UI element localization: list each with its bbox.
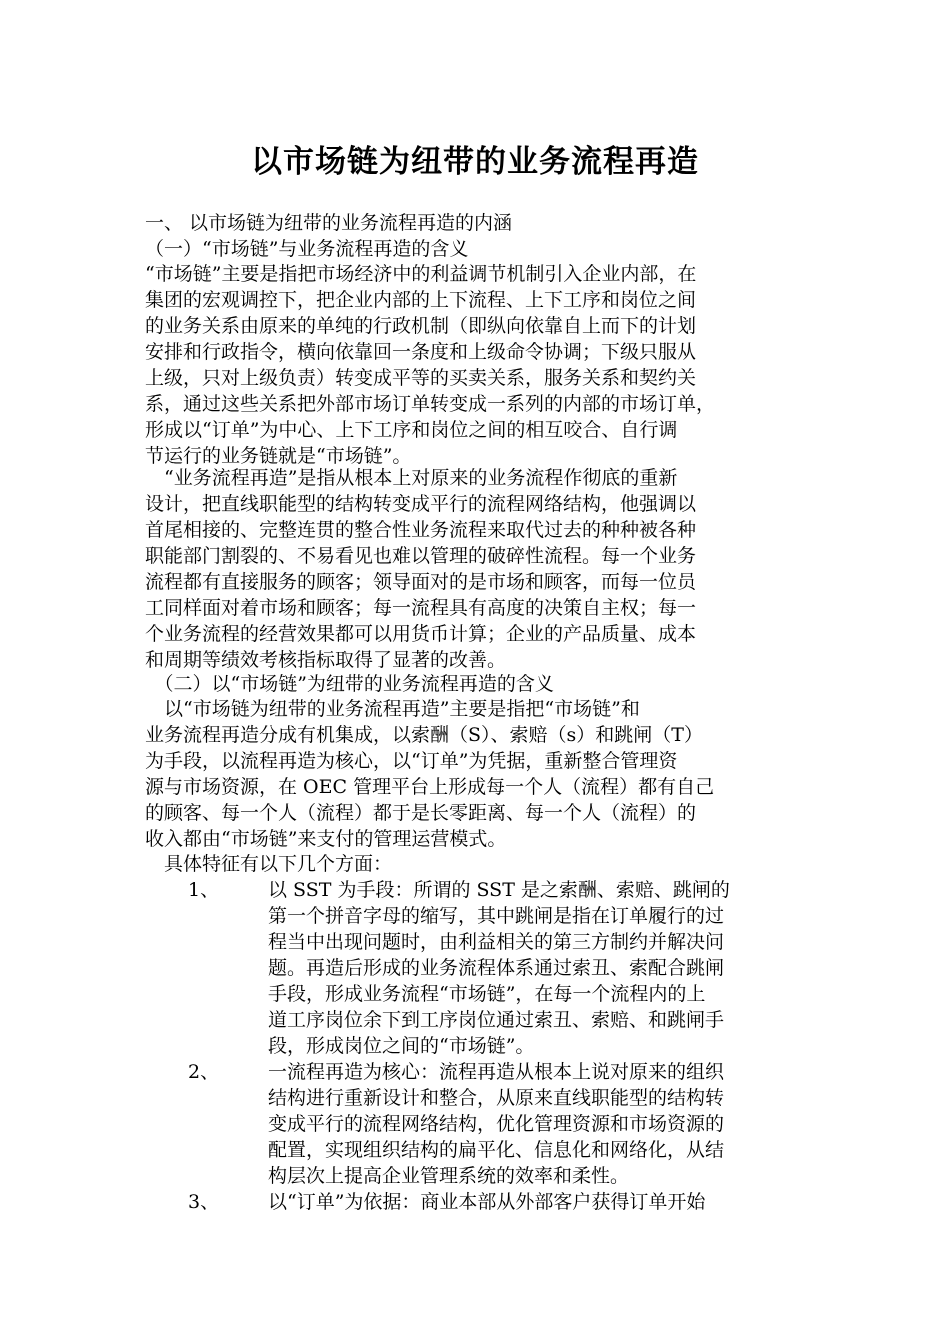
subsection-heading-1: （一）“市场链”与业务流程再造的含义 (145, 238, 469, 260)
list-item-line: 第一个拼音字母的缩写，其中跳闸是指在订单履行的过 (268, 905, 725, 927)
paragraph-line: 节运行的业务链就是“市场链”。 (145, 445, 412, 467)
paragraph-line: 收入都由“市场链”来支付的管理运营模式。 (145, 828, 507, 850)
paragraph-line: 上级，只对上级负责）转变成平等的买卖关系，服务关系和契约关 (145, 367, 697, 389)
list-number: 2、 (188, 1061, 220, 1083)
list-number: 3、 (188, 1191, 220, 1213)
paragraph-line: 职能部门割裂的、不易看见也难以管理的破碎性流程。每一个业务 (145, 545, 697, 567)
paragraph-line: “业务流程再造”是指从根本上对原来的业务流程作彻底的重新 (145, 467, 678, 489)
paragraph-line: 形成以“订单”为中心、上下工序和岗位之间的相互咬合、自行调 (145, 419, 678, 441)
list-item-line: 道工序岗位余下到工序岗位通过索丑、索赔、和跳闸手 (268, 1009, 725, 1031)
list-item-line: 结构进行重新设计和整合，从原来直线职能型的结构转 (268, 1087, 725, 1109)
paragraph-line: “市场链”主要是指把市场经济中的利益调节机制引入企业内部，在 (145, 263, 697, 285)
paragraph-line: 安排和行政指令，横向依靠回一条度和上级命令协调；下级只服从 (145, 341, 697, 363)
list-item-line: 变成平行的流程网络结构，优化管理资源和市场资源的 (268, 1113, 725, 1135)
paragraph-line: 的业务关系由原来的单纯的行政机制（即纵向依靠自上而下的计划 (145, 315, 697, 337)
list-number: 1、 (188, 879, 220, 901)
paragraph-line: 首尾相接的、完整连贯的整合性业务流程来取代过去的种种被各种 (145, 519, 697, 541)
paragraph-line: 源与市场资源，在 OEC 管理平台上形成每一个人（流程）都有自己 (145, 776, 715, 798)
list-item-line: 配置，实现组织结构的扁平化、信息化和网络化，从结 (268, 1139, 725, 1161)
list-item-line: 程当中出现问题时，由利益相关的第三方制约并解决问 (268, 931, 725, 953)
list-item-line: 段，形成岗位之间的“市场链”。 (268, 1035, 535, 1057)
list-item-line: 构层次上提高企业管理系统的效率和柔性。 (268, 1165, 630, 1187)
paragraph-line: 的顾客、每一个人（流程）都于是长零距离、每一个人（流程）的 (145, 802, 697, 824)
paragraph-line: 流程都有直接服务的顾客；领导面对的是市场和顾客，而每一位员 (145, 571, 697, 593)
paragraph-line: 和周期等绩效考核指标取得了显著的改善。 (145, 649, 507, 671)
list-item-line: 以“订单”为依据：商业本部从外部客户获得订单开始 (268, 1191, 706, 1213)
paragraph-line: 以“市场链为纽带的业务流程再造”主要是指把“市场链”和 (145, 698, 640, 720)
list-item-line: 一流程再造为核心：流程再造从根本上说对原来的组织 (268, 1061, 725, 1083)
paragraph-line: 集团的宏观调控下，把企业内部的上下流程、上下工序和岗位之间 (145, 289, 697, 311)
paragraph-line: 业务流程再造分成有机集成，以索酬（S）、索赔（s）和跳闸（T） (145, 724, 703, 746)
paragraph-line: 工同样面对着市场和顾客；每一流程具有高度的决策自主权；每一 (145, 597, 697, 619)
list-item-line: 手段，形成业务流程“市场链”，在每一个流程内的上 (268, 983, 706, 1005)
paragraph-line: 个业务流程的经营效果都可以用货币计算；企业的产品质量、成本 (145, 623, 697, 645)
features-intro: 具体特征有以下几个方面： (145, 853, 393, 875)
list-item-line: 题。再造后形成的业务流程体系通过索丑、索配合跳闸 (268, 957, 725, 979)
document-title: 以市场链为纽带的业务流程再造 (251, 144, 699, 180)
paragraph-line: 系，通过这些关系把外部市场订单转变成一系列的内部的市场订单， (145, 393, 716, 415)
subsection-heading-2: （二）以“市场链”为纽带的业务流程再造的含义 (145, 673, 554, 695)
paragraph-line: 设计，把直线职能型的结构转变成平行的流程网络结构，他强调以 (145, 493, 697, 515)
paragraph-line: 为手段，以流程再造为核心，以“订单”为凭据，重新整合管理资 (145, 750, 678, 772)
list-item-line: 以 SST 为手段：所谓的 SST 是之索酬、索赔、跳闸的 (268, 879, 730, 901)
section-heading-1: 一、 以市场链为纽带的业务流程再造的内涵 (145, 212, 513, 234)
